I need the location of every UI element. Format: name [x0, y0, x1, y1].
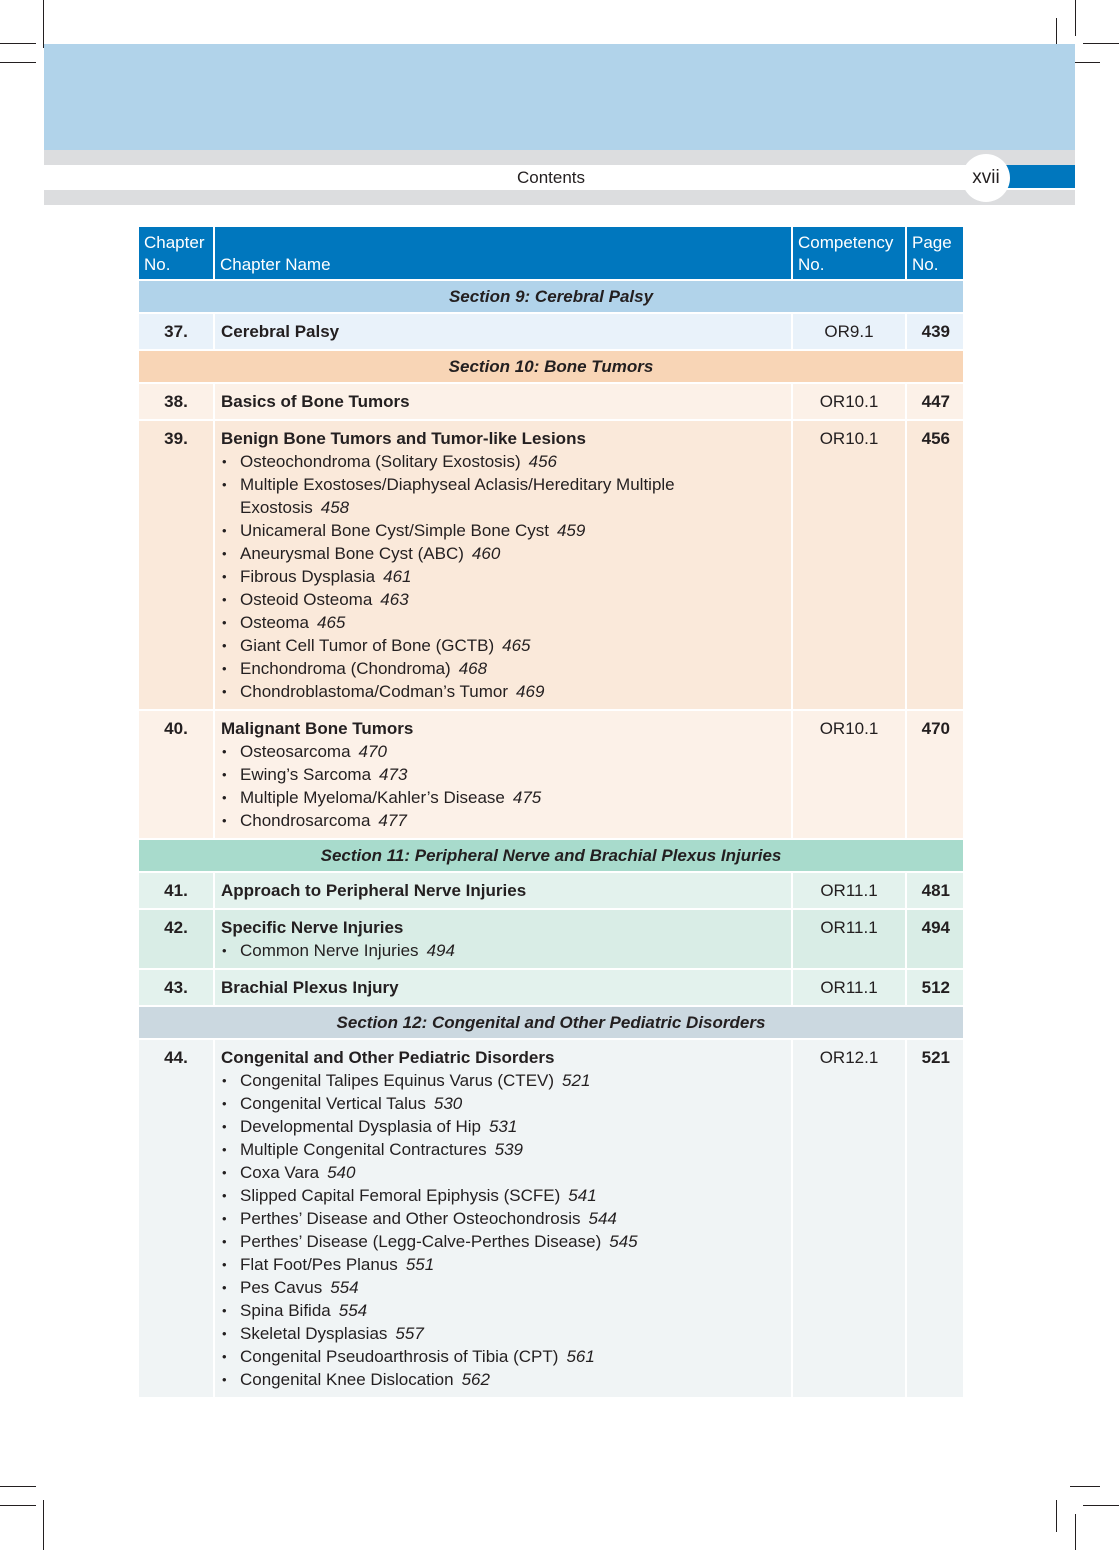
topic-page: 475: [512, 788, 542, 807]
chapter-title: Approach to Peripheral Nerve Injuries: [221, 881, 527, 900]
page-number-cell: 512: [906, 969, 964, 1006]
crop-mark: [1083, 1505, 1119, 1506]
section-title: Section 11: Peripheral Nerve and Brachial Plexus Injuries: [138, 839, 964, 872]
topic-text: Slipped Capital Femoral Epiphysis (SCFE): [240, 1186, 561, 1205]
chapter-name-cell: [214, 420, 792, 710]
crop-mark: [1070, 1486, 1100, 1487]
topic-list: [221, 450, 785, 703]
competency-number: OR11.1: [792, 872, 906, 909]
section-row: [138, 350, 964, 383]
topic-item: [221, 611, 785, 634]
topic-page: 460: [471, 544, 501, 563]
topic-item: [221, 1322, 785, 1345]
section-title: Section 12: Congenital and Other Pediatric Disorders: [138, 1006, 964, 1039]
topic-item: [221, 634, 785, 657]
crop-mark: [1075, 1514, 1076, 1550]
page-number-cell: 494: [906, 909, 964, 969]
chapter-number: 37.: [138, 313, 214, 350]
topic-text: Osteoma: [240, 613, 309, 632]
page-number-cell: 439: [906, 313, 964, 350]
chapter-name-cell: [214, 909, 792, 969]
topic-item: [221, 740, 785, 763]
topic-item: [221, 809, 785, 832]
topic-text: Coxa Vara: [240, 1163, 320, 1182]
chapter-row: [138, 872, 964, 909]
crop-mark: [0, 1505, 36, 1506]
topic-text: Ewing’s Sarcoma: [240, 765, 372, 784]
page-number-cell: 447: [906, 383, 964, 420]
chapter-number: 38.: [138, 383, 214, 420]
page-number: xvii: [962, 154, 1010, 202]
topic-item: [221, 786, 785, 809]
topic-item: [221, 1276, 785, 1299]
topic-text: Skeletal Dysplasias: [240, 1324, 388, 1343]
topic-item: [221, 1069, 785, 1092]
chapter-name-cell: [214, 1039, 792, 1398]
chapter-name-cell: [214, 710, 792, 839]
topic-text: Multiple Exostoses/Diaphyseal Aclasis/Hereditary Multiple Exostosis: [240, 475, 675, 517]
chapter-title: Malignant Bone Tumors: [221, 719, 414, 738]
topic-text: Osteosarcoma: [240, 742, 351, 761]
topic-page: 461: [383, 567, 412, 586]
topic-text: Common Nerve Injuries: [240, 941, 419, 960]
topic-text: Unicameral Bone Cyst/Simple Bone Cyst: [240, 521, 549, 540]
topic-item: [221, 542, 785, 565]
page-number-cell: 456: [906, 420, 964, 710]
page-number-cell: 481: [906, 872, 964, 909]
topic-item: [221, 939, 785, 962]
section-title: Section 10: Bone Tumors: [138, 350, 964, 383]
topic-page: 465: [316, 613, 346, 632]
chapter-row: [138, 1039, 964, 1398]
topic-page: 470: [358, 742, 387, 761]
chapter-row: [138, 313, 964, 350]
chapter-number: 44.: [138, 1039, 214, 1398]
topic-page: 531: [488, 1117, 518, 1136]
chapter-number: 41.: [138, 872, 214, 909]
topic-text: Perthes’ Disease (Legg-Calve-Perthes Disease): [240, 1232, 602, 1251]
crop-mark: [0, 43, 36, 44]
chapter-name-cell: [214, 313, 792, 350]
topic-item: [221, 1207, 785, 1230]
competency-number: OR11.1: [792, 969, 906, 1006]
table-body: [138, 280, 964, 1398]
topic-text: Congenital Pseudoarthrosis of Tibia (CPT): [240, 1347, 559, 1366]
competency-number: OR10.1: [792, 420, 906, 710]
topic-text: Osteochondroma (Solitary Exostosis): [240, 452, 521, 471]
header-competency-no: Competency No.: [792, 226, 906, 280]
chapter-number: 40.: [138, 710, 214, 839]
topic-text: Giant Cell Tumor of Bone (GCTB): [240, 636, 495, 655]
topic-text: Flat Foot/Pes Planus: [240, 1255, 398, 1274]
topic-item: [221, 519, 785, 542]
topic-item: [221, 1299, 785, 1322]
topic-page: 554: [338, 1301, 368, 1320]
topic-page: 494: [426, 941, 455, 960]
topic-item: [221, 1161, 785, 1184]
topic-item: [221, 657, 785, 680]
topic-page: 539: [494, 1140, 523, 1159]
topic-item: [221, 565, 785, 588]
topic-page: 463: [380, 590, 409, 609]
topic-text: Osteoid Osteoma: [240, 590, 373, 609]
chapter-title: Congenital and Other Pediatric Disorders: [221, 1048, 555, 1067]
topic-text: Multiple Myeloma/Kahler’s Disease: [240, 788, 505, 807]
topic-page: 561: [566, 1347, 595, 1366]
topic-item: [221, 680, 785, 703]
chapter-row: [138, 909, 964, 969]
section-row: [138, 839, 964, 872]
section-row: [138, 280, 964, 313]
crop-mark: [1056, 1500, 1057, 1532]
contents-table: [137, 225, 965, 1399]
topic-page: 562: [461, 1370, 490, 1389]
topic-item: [221, 1253, 785, 1276]
topic-page: 530: [433, 1094, 463, 1113]
header-stripe: [44, 190, 1075, 205]
topic-list: [221, 1069, 785, 1391]
topic-item: [221, 1184, 785, 1207]
table-header-row: [138, 226, 964, 280]
topic-text: Aneurysmal Bone Cyst (ABC): [240, 544, 464, 563]
competency-number: OR9.1: [792, 313, 906, 350]
topic-text: Chondroblastoma/Codman’s Tumor: [240, 682, 509, 701]
topic-page: 459: [556, 521, 586, 540]
topic-text: Congenital Knee Dislocation: [240, 1370, 454, 1389]
competency-number: OR10.1: [792, 383, 906, 420]
topic-list: [221, 939, 785, 962]
topic-page: 468: [458, 659, 488, 678]
crop-mark: [0, 1486, 36, 1487]
topic-text: Fibrous Dysplasia: [240, 567, 376, 586]
chapter-row: [138, 420, 964, 710]
competency-number: OR10.1: [792, 710, 906, 839]
header-stripe: [44, 150, 1075, 165]
topic-page: 521: [562, 1071, 591, 1090]
topic-page: 477: [378, 811, 407, 830]
chapter-number: 43.: [138, 969, 214, 1006]
topic-page: 473: [379, 765, 408, 784]
section-row: [138, 1006, 964, 1039]
topic-page: 469: [516, 682, 545, 701]
topic-page: 456: [528, 452, 557, 471]
topic-item: [221, 1115, 785, 1138]
competency-number: OR11.1: [792, 909, 906, 969]
chapter-number: 42.: [138, 909, 214, 969]
chapter-title: Basics of Bone Tumors: [221, 392, 410, 411]
chapter-name-cell: [214, 969, 792, 1006]
chapter-title: Brachial Plexus Injury: [221, 978, 399, 997]
topic-text: Congenital Talipes Equinus Varus (CTEV): [240, 1071, 555, 1090]
topic-page: 557: [395, 1324, 424, 1343]
page-number-cell: 521: [906, 1039, 964, 1398]
header-page-no: Page No.: [906, 226, 964, 280]
topic-item: [221, 588, 785, 611]
header-band: [44, 44, 1075, 150]
crop-mark: [0, 62, 36, 63]
page-title: Contents: [516, 168, 586, 187]
crop-mark: [1075, 0, 1076, 36]
header-chapter-name: Chapter Name: [214, 226, 792, 280]
chapter-name-cell: [214, 872, 792, 909]
topic-text: Spina Bifida: [240, 1301, 331, 1320]
chapter-name-cell: [214, 383, 792, 420]
topic-item: [221, 1345, 785, 1368]
topic-item: [221, 1368, 785, 1391]
topic-page: 551: [405, 1255, 435, 1274]
topic-text: Enchondroma (Chondroma): [240, 659, 451, 678]
topic-text: Congenital Vertical Talus: [240, 1094, 426, 1113]
topic-page: 545: [609, 1232, 638, 1251]
topic-page: 458: [320, 498, 350, 517]
topic-text: Pes Cavus: [240, 1278, 323, 1297]
topic-list: [221, 740, 785, 832]
topic-item: [221, 450, 785, 473]
crop-mark: [43, 1500, 44, 1550]
topic-page: 554: [330, 1278, 359, 1297]
crop-mark: [43, 0, 44, 48]
page-number-cell: 470: [906, 710, 964, 839]
header-chapter-no: Chapter No.: [138, 226, 214, 280]
topic-page: 540: [327, 1163, 356, 1182]
competency-number: OR12.1: [792, 1039, 906, 1398]
chapter-number: 39.: [138, 420, 214, 710]
topic-text: Developmental Dysplasia of Hip: [240, 1117, 481, 1136]
chapter-title: Cerebral Palsy: [221, 322, 340, 341]
topic-item: [221, 1092, 785, 1115]
topic-item: [221, 1230, 785, 1253]
topic-item: [221, 473, 785, 519]
chapter-row: [138, 710, 964, 839]
topic-text: Chondrosarcoma: [240, 811, 371, 830]
chapter-title: Benign Bone Tumors and Tumor-like Lesions: [221, 429, 586, 448]
topic-page: 541: [568, 1186, 597, 1205]
topic-page: 544: [588, 1209, 617, 1228]
topic-text: Perthes’ Disease and Other Osteochondrosis: [240, 1209, 581, 1228]
section-title: Section 9: Cerebral Palsy: [138, 280, 964, 313]
chapter-row: [138, 969, 964, 1006]
topic-item: [221, 1138, 785, 1161]
topic-text: Multiple Congenital Contractures: [240, 1140, 487, 1159]
topic-item: [221, 763, 785, 786]
crop-mark: [1083, 43, 1119, 44]
chapter-title: Specific Nerve Injuries: [221, 918, 404, 937]
chapter-row: [138, 383, 964, 420]
topic-page: 465: [502, 636, 531, 655]
